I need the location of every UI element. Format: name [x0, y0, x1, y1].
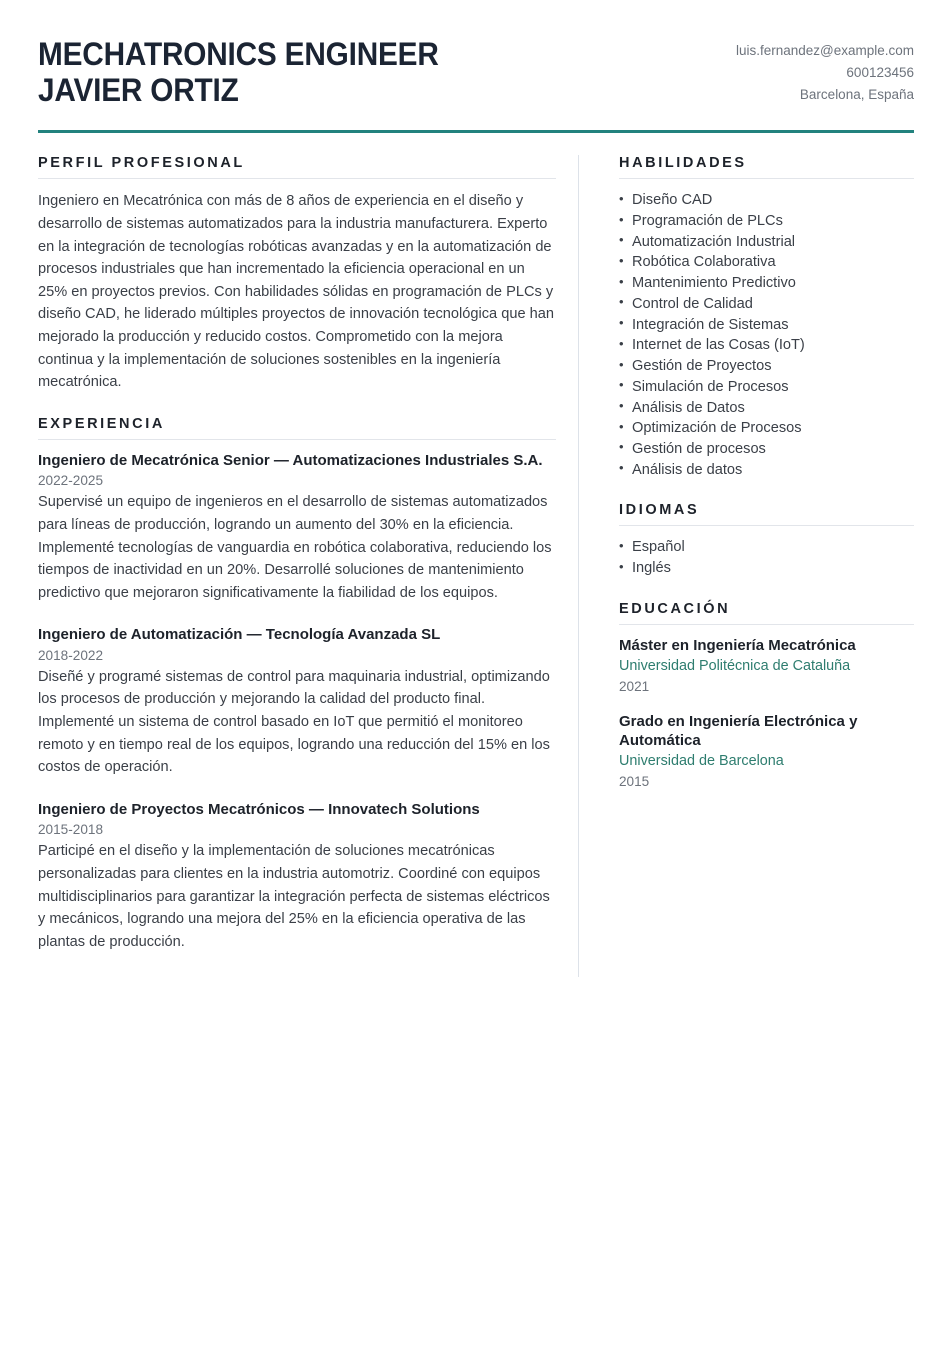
experience-item — [38, 800, 556, 954]
section-education — [619, 601, 914, 791]
section-title-education: EDUCACIÓN — [619, 600, 731, 617]
header-name-block — [38, 34, 736, 108]
list-item: • Integración de Sistemas — [619, 315, 914, 336]
job-title: Ingeniero de Proyectos Mecatrónicos — Innovatech Solutions — [38, 800, 480, 818]
job-description: Diseñé y programé sistemas de control para maquinaria industrial, optimizando los procesos de producción y mejorando la calidad del producto final. Implementé un sistema de control basado en IoT que permitió el monitoreo remoto y en tiempo real de los equipos, logrando una reducción del 15% en los costos de operación. — [38, 668, 550, 776]
job-dates: 2015-2018 — [38, 822, 104, 838]
section-rule — [619, 624, 914, 625]
profile-text: Ingeniero en Mecatrónica con más de 8 años de experiencia en el diseño y desarrollo de sistemas automatizados para la industria manufacturera. Experto en la integración de tecnologías robóticas avanzadas y en la automatización de procesos industriales que han incrementado la eficiencia operacional en un 25% en proyectos previos. Con habilidades sólidas en programación de PLCs y diseño CAD, he liderado múltiples proyectos de innovación tecnológica que han mejorado la producción y reducido costos. Comprometido con la mejora continua y la implementación de soluciones sostenibles en la ingeniería mecatrónica. — [38, 193, 554, 391]
education-degree: Máster en Ingeniería Mecatrónica — [619, 636, 856, 654]
section-languages — [619, 502, 914, 578]
list-item: • Mantenimiento Predictivo — [619, 273, 914, 294]
list-item: • Español — [619, 537, 914, 558]
main-column — [38, 155, 578, 953]
sidebar-column — [579, 155, 914, 791]
resume-header — [38, 30, 914, 108]
experience-item — [38, 625, 556, 779]
education-item — [619, 636, 914, 696]
list-item: • Gestión de Proyectos — [619, 356, 914, 377]
section-title-profile: PERFIL PROFESIONAL — [38, 155, 245, 172]
list-item: • Programación de PLCs — [619, 211, 914, 232]
contact-email[interactable]: luis.fernandez@example.com — [735, 43, 914, 58]
job-headline: MECHATRONICS ENGINEER — [38, 36, 439, 72]
resume-body — [38, 155, 914, 977]
languages-list — [619, 537, 914, 578]
contact-location: Barcelona, España — [799, 86, 914, 102]
contact-phone[interactable]: 600123456 — [846, 64, 914, 80]
job-description: Supervisé un equipo de ingenieros en el desarrollo de sistemas automatizados para líneas de producción, logrando un aumento del 30% en la eficiencia. Implementé tecnologías de vanguardia en robótica colaborativa, reduciendo los tiempos de inactividad en un 20%. Desarrollé soluciones de mantenimiento predictivo que mejoraron significativamente la fiabilidad de los equipos. — [38, 494, 552, 601]
section-rule — [38, 439, 556, 440]
section-experience — [38, 416, 556, 954]
skills-list — [619, 190, 914, 480]
list-item: • Análisis de Datos — [619, 398, 914, 419]
job-title: Ingeniero de Automatización — Tecnología Avanzada SL — [38, 626, 441, 644]
job-dates: 2018-2022 — [38, 647, 104, 663]
candidate-name: JAVIER ORTIZ — [38, 72, 239, 109]
job-dates: 2022-2025 — [38, 472, 104, 488]
education-year: 2021 — [619, 678, 650, 694]
list-item: • Control de Calidad — [619, 294, 914, 315]
section-title-languages: IDIOMAS — [619, 502, 700, 519]
header-accent-bar — [38, 130, 914, 133]
list-item: • Análisis de datos — [619, 460, 914, 481]
section-rule — [619, 525, 914, 526]
section-rule — [38, 178, 556, 179]
section-title-experience: EXPERIENCIA — [38, 415, 165, 432]
contact-block — [736, 34, 914, 106]
list-item: • Automatización Industrial — [619, 232, 914, 253]
list-item: • Gestión de procesos — [619, 439, 914, 460]
education-school: Universidad Politécnica de Cataluña — [619, 658, 851, 674]
section-profile — [38, 155, 556, 393]
list-item: • Internet de las Cosas (IoT) — [619, 335, 914, 356]
education-item — [619, 712, 914, 791]
experience-item — [38, 451, 556, 605]
section-skills — [619, 155, 914, 480]
education-school: Universidad de Barcelona — [619, 753, 784, 770]
list-item: • Diseño CAD — [619, 190, 914, 211]
section-rule — [619, 178, 914, 179]
list-item: • Inglés — [619, 558, 914, 579]
list-item: • Optimización de Procesos — [619, 418, 914, 439]
education-degree: Grado en Ingeniería Electrónica y Automática — [619, 712, 858, 749]
education-year: 2015 — [619, 773, 650, 789]
section-title-skills: HABILIDADES — [619, 155, 747, 172]
list-item: • Robótica Colaborativa — [619, 252, 914, 273]
job-title: Ingeniero de Mecatrónica Senior — Automatizaciones Industriales S.A. — [38, 451, 543, 469]
list-item: • Simulación de Procesos — [619, 377, 914, 398]
job-description: Participé en el diseño y la implementación de soluciones mecatrónicas personalizadas para clientes en la industria automotriz. Coordiné con equipos multidisciplinarios para garantizar la integración perfecta de sistemas eléctricos y mecánicos, logrando una mejora del 25% en la eficiencia operativa de las plantas de producción. — [38, 843, 550, 950]
